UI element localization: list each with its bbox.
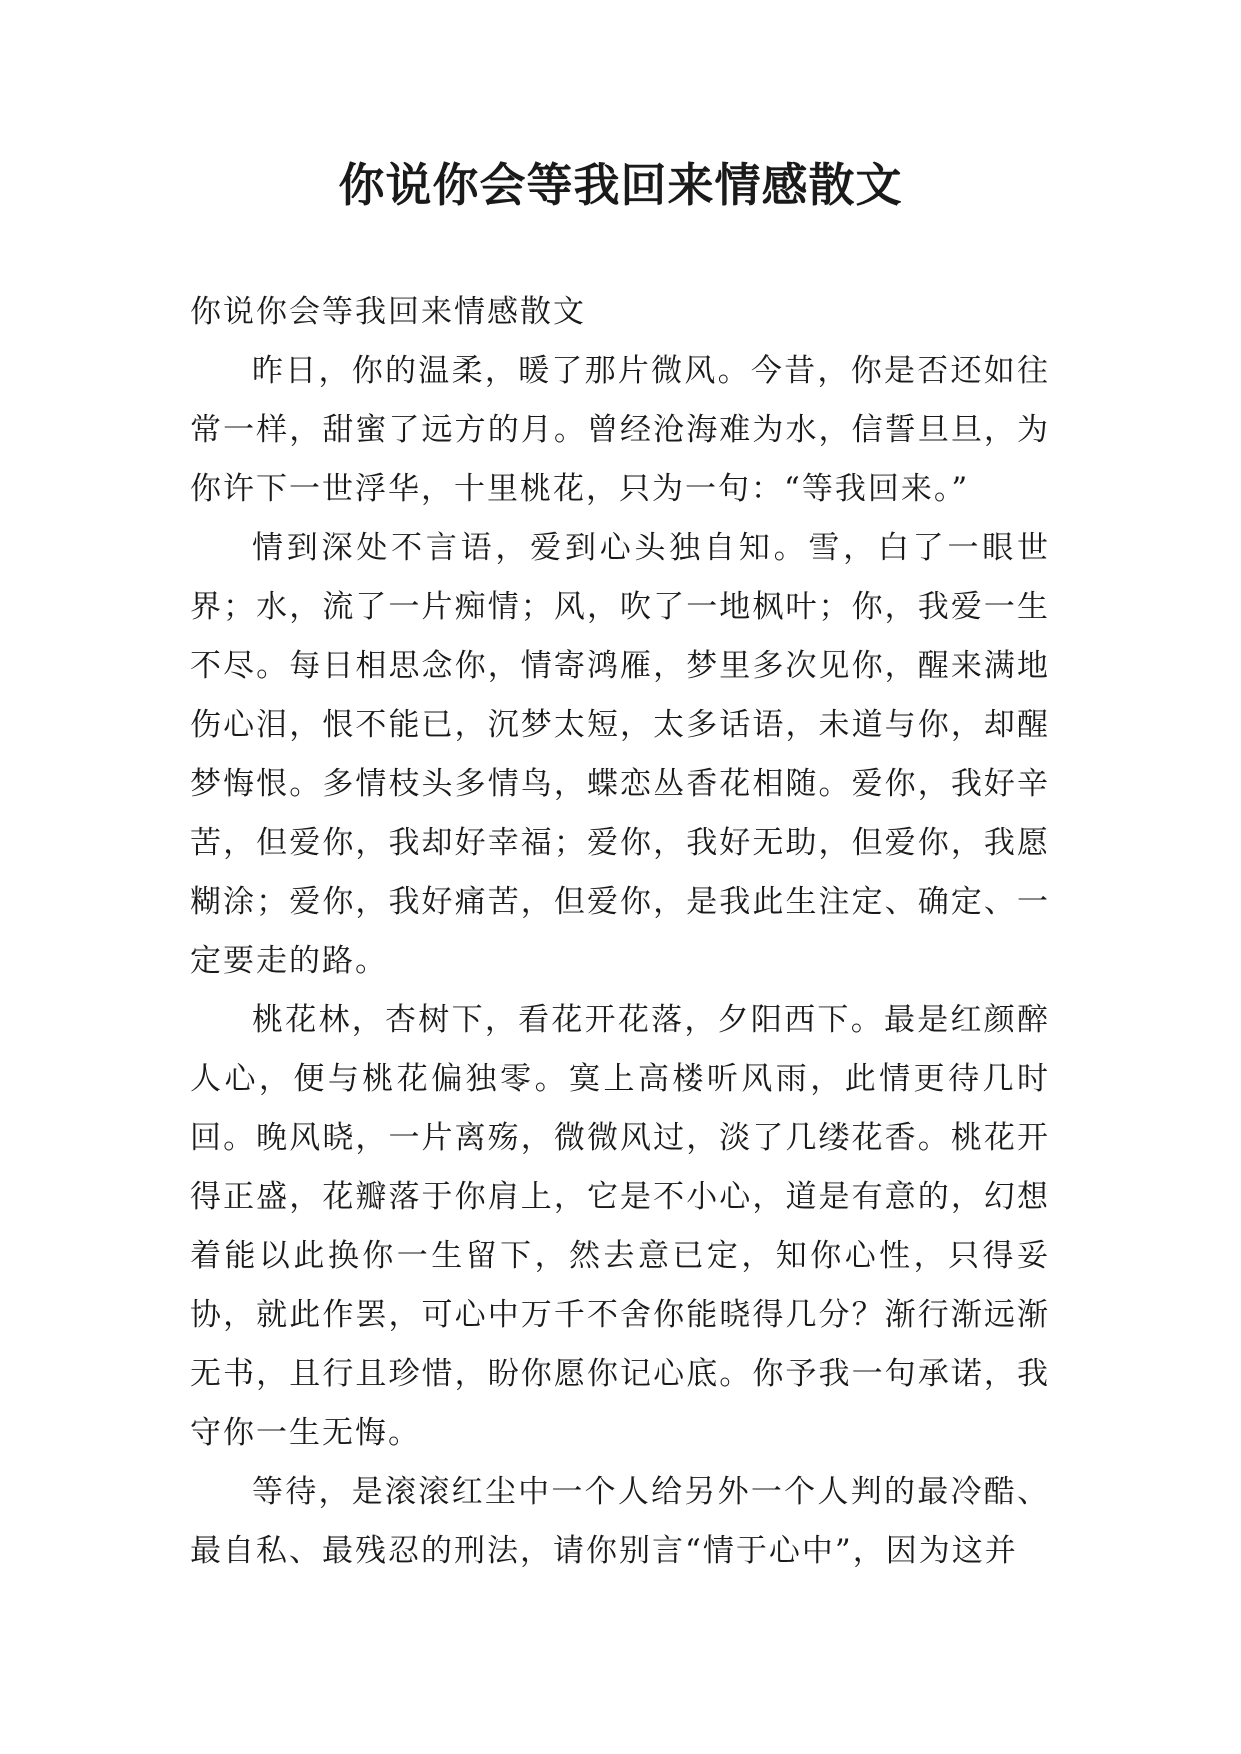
document-body	[190, 283, 1050, 1581]
document-title: 你说你会等我回来情感散文	[338, 158, 903, 212]
paragraph-4: 等待，是滚滚红尘中一个人给另外一个人判的最冷酷、最自私、最残忍的刑法，请你别言“情于心中”，因为这并	[190, 1474, 1050, 1569]
document-subtitle: 你说你会等我回来情感散文	[190, 294, 586, 330]
paragraph-3: 桃花林，杏树下，看花开花落，夕阳西下。最是红颜醉人心，便与桃花偏独零。寞上高楼听风雨，此情更待几时回。晚风晓，一片离殇，微微风过，淡了几缕花香。桃花开得正盛，花瓣落于你肩上，它是不小心，道是有意的，幻想着能以此换你一生留下，然去意已定，知你心性，只得妥协，就此作罢，可心中万千不舍你能晓得几分？渐行渐远渐无书，且行且珍惜，盼你愿你记心底。你予我一句承诺，我守你一生无悔。	[190, 1002, 1050, 1451]
paragraph-1: 昨日，你的温柔，暖了那片微风。今昔，你是否还如往常一样，甜蜜了远方的月。曾经沧海难为水，信誓旦旦，为你许下一世浮华，十里桃花，只为一句：“等我回来。”	[190, 353, 1050, 507]
paragraph-2: 情到深处不言语，爱到心头独自知。雪，白了一眼世界；水，流了一片痴情；风，吹了一地枫叶；你，我爱一生不尽。每日相思念你，情寄鸿雁，梦里多次见你，醒来满地伤心泪，恨不能已，沉梦太短，太多话语，未道与你，却醒梦悔恨。多情枝头多情鸟，蝶恋丛香花相随。爱你，我好辛苦，但爱你，我却好幸福；爱你，我好无助，但爱你，我愿糊涂；爱你，我好痛苦，但爱你，是我此生注定、确定、一定要走的路。	[190, 530, 1050, 979]
